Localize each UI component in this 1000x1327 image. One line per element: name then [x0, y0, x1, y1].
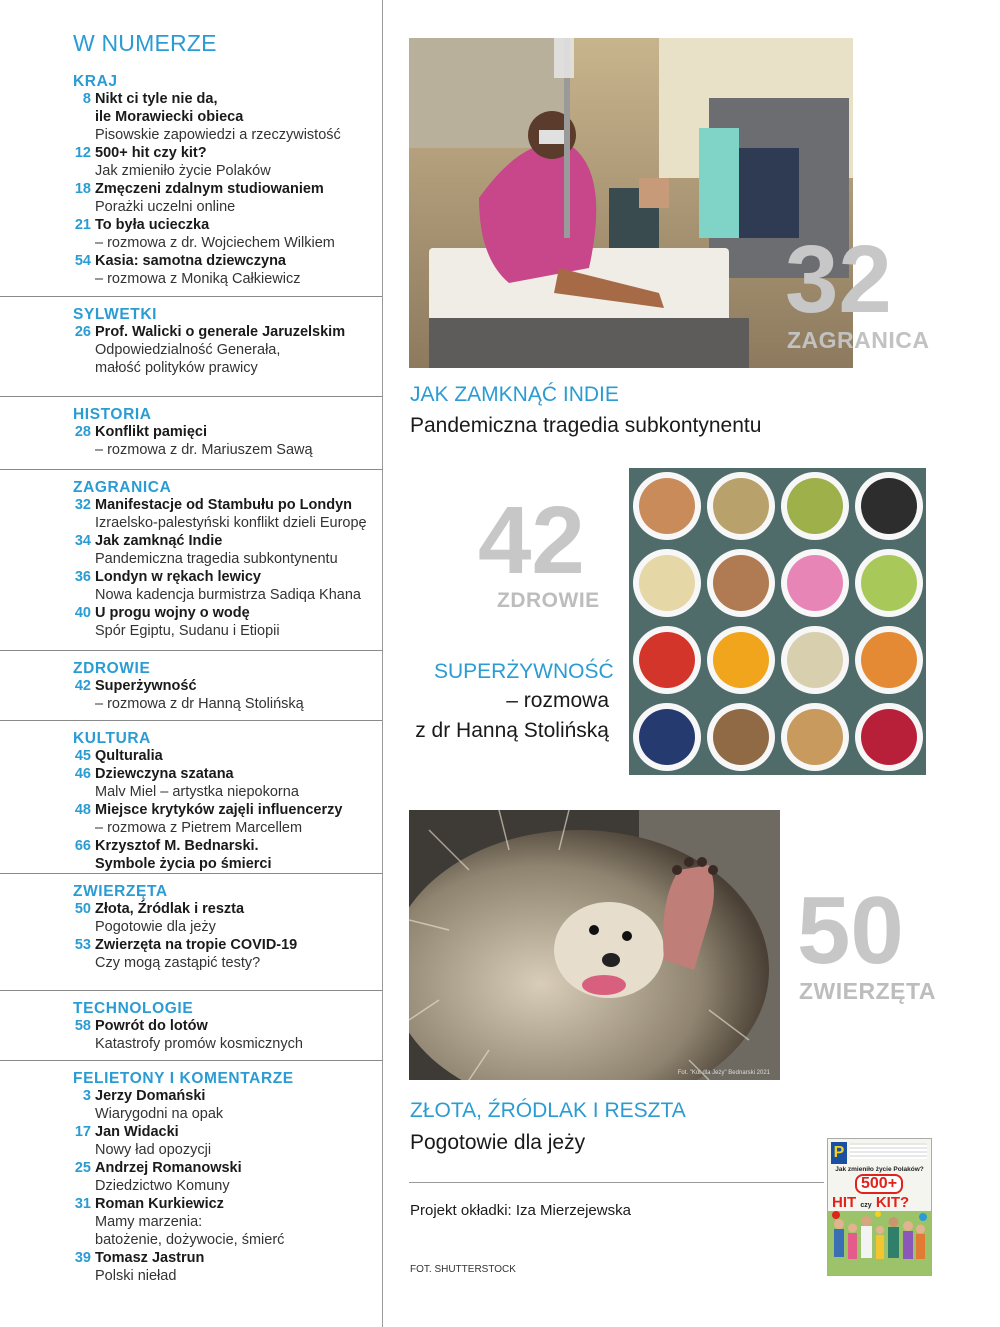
toc-entry-title: Superżywność	[95, 678, 197, 694]
bowl-food	[861, 632, 917, 688]
cover-headline-500: 500+	[855, 1174, 903, 1194]
cover-header-block	[850, 1143, 927, 1159]
toc-entry-page-number: 32	[74, 497, 91, 513]
toc-entry-subtitle: Czy mogą zastąpić testy?	[95, 955, 261, 971]
toc-entry-subtitle: Pogotowie dla jeży	[95, 919, 216, 935]
toc-entry-title: Jan Widacki	[95, 1124, 179, 1140]
cover-logo: P	[831, 1142, 847, 1164]
toc-entry[interactable]	[0, 532, 382, 568]
toc-entry-page-number: 36	[74, 569, 91, 585]
toc-separator	[0, 296, 382, 297]
hedgehog-photo-credit: Fot. "Kot dla Jeży" Bednarski 2021	[677, 1070, 770, 1076]
toc-entry-title: Krzysztof M. Bednarski.	[95, 838, 259, 854]
toc-entry[interactable]	[0, 144, 382, 180]
hedgehog-photo	[409, 810, 780, 1080]
cover-kit: KIT?	[875, 1194, 910, 1211]
toc-section-name: TECHNOLOGIE	[73, 1000, 194, 1017]
toc-entry-title: Nikt ci tyle nie da,	[95, 91, 218, 107]
toc-entry-title: Manifestacje od Stambułu po Londyn	[95, 497, 352, 513]
india-subtitle: Pandemiczna tragedia subkontynentu	[410, 414, 762, 437]
toc-entry-subtitle: Porażki uczelni online	[95, 199, 236, 215]
toc-entry-title: Złota, Źródlak i reszta	[95, 901, 245, 917]
toc-entry-page-number: 50	[74, 901, 91, 917]
bowl-food	[787, 709, 843, 765]
bowl-food	[861, 555, 917, 611]
toc-separator	[0, 720, 382, 721]
cover-people-illustration	[828, 1211, 931, 1276]
toc-title: W NUMERZE	[73, 30, 217, 56]
food-section-label: ZDROWIE	[497, 589, 600, 612]
toc-entry-subtitle: batożenie, dożywocie, śmierć	[95, 1232, 285, 1248]
toc-section-historia	[0, 396, 382, 459]
toc-entry-page-number: 12	[74, 145, 91, 161]
toc-entry[interactable]	[0, 1159, 382, 1195]
toc-separator	[0, 650, 382, 651]
toc-entry-subtitle: Pisowskie zapowiedzi a rzeczywistość	[95, 127, 341, 143]
toc-entry[interactable]	[0, 1195, 382, 1249]
toc-entry-subtitle: Nowa kadencja burmistrza Sadiqa Khana	[95, 587, 361, 603]
toc-entry-page-number: 31	[74, 1196, 91, 1212]
toc-entry-page-number: 21	[74, 217, 91, 233]
toc-entry-page-number: 17	[74, 1124, 91, 1140]
credit-divider	[409, 1182, 824, 1183]
toc-entry-page-number: 25	[74, 1160, 91, 1176]
toc-section-zdrowie	[0, 650, 382, 713]
cover-thumbnail	[827, 1138, 932, 1276]
toc-entry-subtitle: Nowy ład opozycji	[95, 1142, 212, 1158]
bowl-food	[787, 632, 843, 688]
toc-separator	[0, 469, 382, 470]
toc-section-name: KRAJ	[73, 73, 118, 90]
toc-section-name: ZDROWIE	[73, 660, 151, 677]
toc-entry[interactable]	[0, 900, 382, 936]
toc-entry[interactable]	[0, 1249, 382, 1285]
toc-entry-page-number: 66	[74, 838, 91, 854]
toc-entry[interactable]	[0, 1087, 382, 1123]
toc-entry-subtitle: Spór Egiptu, Sudanu i Etiopii	[95, 623, 280, 639]
toc-entry-page-number: 28	[74, 424, 91, 440]
toc-entry[interactable]	[0, 747, 382, 765]
photo-credit: FOT. SHUTTERSTOCK	[410, 1264, 516, 1275]
toc-entry-title: Powrót do lotów	[95, 1018, 208, 1034]
india-section-label: ZAGRANICA	[787, 327, 930, 353]
toc-entry-page-number: 39	[74, 1250, 91, 1266]
toc-entry-title: Zwierzęta na tropie COVID-19	[95, 937, 298, 953]
toc-section-kraj	[0, 73, 382, 288]
toc-entry-page-number: 26	[74, 324, 91, 340]
toc-entry[interactable]	[0, 677, 382, 713]
toc-section-kultura	[0, 720, 382, 873]
toc-section-technologie	[0, 990, 382, 1053]
toc-entry-page-number: 3	[82, 1088, 91, 1104]
bowl-food	[713, 632, 769, 688]
toc-entry[interactable]	[0, 765, 382, 801]
bowl-food	[639, 555, 695, 611]
toc-entry-subtitle: Katastrofy promów kosmicznych	[95, 1036, 303, 1052]
food-subtitle-1: – rozmowa	[506, 689, 609, 712]
toc-entry-title: Kasia: samotna dziewczyna	[95, 253, 286, 269]
toc-entry-page-number: 18	[74, 181, 91, 197]
toc-section-zwierz-ta	[0, 873, 382, 972]
toc-entry-title: Jerzy Domański	[95, 1088, 206, 1104]
toc-entry[interactable]	[0, 936, 382, 972]
toc-entry[interactable]	[0, 568, 382, 604]
toc-entry-title: Tomasz Jastrun	[95, 1250, 205, 1266]
bowl-food	[639, 709, 695, 765]
toc-entry-title: Symbole życia po śmierci	[95, 856, 272, 872]
toc-entry-page-number: 42	[74, 678, 91, 694]
toc-entry-title: To była ucieczka	[95, 217, 210, 233]
toc-entry[interactable]	[0, 180, 382, 216]
food-title: SUPERŻYWNOŚĆ	[434, 660, 614, 683]
toc-entry[interactable]	[0, 1123, 382, 1159]
toc-section-name: FELIETONY I KOMENTARZE	[73, 1070, 294, 1087]
cover-credit: Projekt okładki: Iza Mierzejewska	[410, 1202, 631, 1219]
toc-separator	[0, 873, 382, 874]
toc-entry-subtitle: – rozmowa z Moniką Całkiewicz	[95, 271, 301, 287]
toc-entry[interactable]	[0, 496, 382, 532]
toc-entry-title: Konflikt pamięci	[95, 424, 207, 440]
superfood-bowls-photo	[629, 468, 926, 775]
toc-entry-subtitle: Malv Miel – artystka niepokorna	[95, 784, 299, 800]
toc-section-felietony-i-komentarze	[0, 1060, 382, 1285]
bowl-food	[713, 709, 769, 765]
toc-entry[interactable]	[0, 216, 382, 252]
hedgehog-section-label: ZWIERZĘTA	[799, 978, 936, 1004]
bowl-food	[713, 478, 769, 534]
toc-separator	[0, 990, 382, 991]
toc-entry[interactable]	[0, 1017, 382, 1053]
toc-section-sylwetki	[0, 296, 382, 377]
toc-entry[interactable]	[0, 801, 382, 837]
toc-entry-title: Qulturalia	[95, 748, 163, 764]
food-page-number: 42	[478, 487, 585, 594]
toc-entry-subtitle: Polski nieład	[95, 1268, 177, 1284]
toc-entry-page-number: 53	[74, 937, 91, 953]
toc-entry-subtitle: małość polityków prawicy	[95, 360, 258, 376]
toc-section-name: HISTORIA	[73, 406, 152, 423]
toc-entry-page-number: 58	[74, 1018, 91, 1034]
toc-separator	[0, 396, 382, 397]
toc-entry-title: 500+ hit czy kit?	[95, 145, 207, 161]
hedgehog-page-number: 50	[797, 877, 904, 984]
toc-entry-page-number: 46	[74, 766, 91, 782]
toc-entry-title: Dziewczyna szatana	[95, 766, 234, 782]
toc-separator	[0, 1060, 382, 1061]
toc-entry[interactable]	[0, 604, 382, 640]
toc-entry-title: Miejsce krytyków zajęli influencerzy	[95, 802, 343, 818]
toc-entry-title: Prof. Walicki o generale Jaruzelskim	[95, 324, 346, 340]
toc-entry-page-number: 45	[74, 748, 91, 764]
bowl-food	[639, 632, 695, 688]
toc-entry-subtitle: – rozmowa z dr Hanną Stolińską	[95, 696, 304, 712]
toc-entry-title: ile Morawiecki obieca	[95, 109, 244, 125]
bowl-food	[861, 709, 917, 765]
toc-entry-page-number: 54	[74, 253, 91, 269]
toc-entry-subtitle: – rozmowa z dr. Mariuszem Sawą	[95, 442, 313, 458]
toc-section-zagranica	[0, 469, 382, 640]
toc-entry-title: Roman Kurkiewicz	[95, 1196, 224, 1212]
cover-tagline: Jak zmieniło życie Polaków?	[835, 1166, 924, 1173]
india-title: JAK ZAMKNĄĆ INDIE	[410, 383, 619, 406]
food-subtitle-2: z dr Hanną Stolińską	[415, 719, 609, 742]
toc-entry-page-number: 8	[82, 91, 91, 107]
toc-entry-subtitle: Jak zmieniło życie Polaków	[95, 163, 271, 179]
toc-entry[interactable]	[0, 252, 382, 288]
toc-entry-title: Andrzej Romanowski	[95, 1160, 242, 1176]
toc-entry[interactable]	[0, 837, 382, 873]
bowl-food	[713, 555, 769, 611]
toc-section-name: ZAGRANICA	[73, 479, 172, 496]
bowl-food	[787, 555, 843, 611]
cover-hit: HIT	[832, 1194, 857, 1211]
toc-entry-subtitle: Odpowiedzialność Generała,	[95, 342, 281, 358]
cover-czy: czy	[860, 1202, 872, 1209]
toc-entry-title: Jak zamknąć Indie	[95, 533, 223, 549]
toc-entry-page-number: 40	[74, 605, 91, 621]
toc-entry-subtitle: Wiarygodni na opak	[95, 1106, 224, 1122]
india-page-number: 32	[785, 226, 892, 333]
bowl-food	[787, 478, 843, 534]
bowl-food	[861, 478, 917, 534]
toc-entry-page-number: 34	[74, 533, 91, 549]
toc-section-name: KULTURA	[73, 730, 151, 747]
toc-entry-subtitle: – rozmowa z Pietrem Marcellem	[95, 820, 303, 836]
toc-entry-title: Zmęczeni zdalnym studiowaniem	[95, 181, 324, 197]
toc-entry[interactable]	[0, 423, 382, 459]
toc-entry[interactable]	[0, 90, 382, 144]
bowl-food	[639, 478, 695, 534]
toc-entry[interactable]	[0, 323, 382, 377]
hedgehog-title: ZŁOTA, ŹRÓDLAK I RESZTA	[410, 1099, 686, 1122]
toc-entry-subtitle: Izraelsko-palestyński konflikt dzieli Europę	[95, 515, 367, 531]
toc-entry-title: U progu wojny o wodę	[95, 605, 250, 621]
toc-entry-subtitle: – rozmowa z dr. Wojciechem Wilkiem	[95, 235, 335, 251]
toc-section-name: SYLWETKI	[73, 306, 158, 323]
toc-entry-subtitle: Pandemiczna tragedia subkontynentu	[95, 551, 338, 567]
toc-entry-title: Londyn w rękach lewicy	[95, 569, 261, 585]
toc-entry-page-number: 48	[74, 802, 91, 818]
column-divider	[382, 0, 383, 1327]
toc-section-name: ZWIERZĘTA	[73, 883, 168, 900]
toc-entry-subtitle: Mamy marzenia:	[95, 1214, 203, 1230]
hedgehog-subtitle: Pogotowie dla jeży	[410, 1131, 586, 1154]
toc-entry-subtitle: Dziedzictwo Komuny	[95, 1178, 230, 1194]
